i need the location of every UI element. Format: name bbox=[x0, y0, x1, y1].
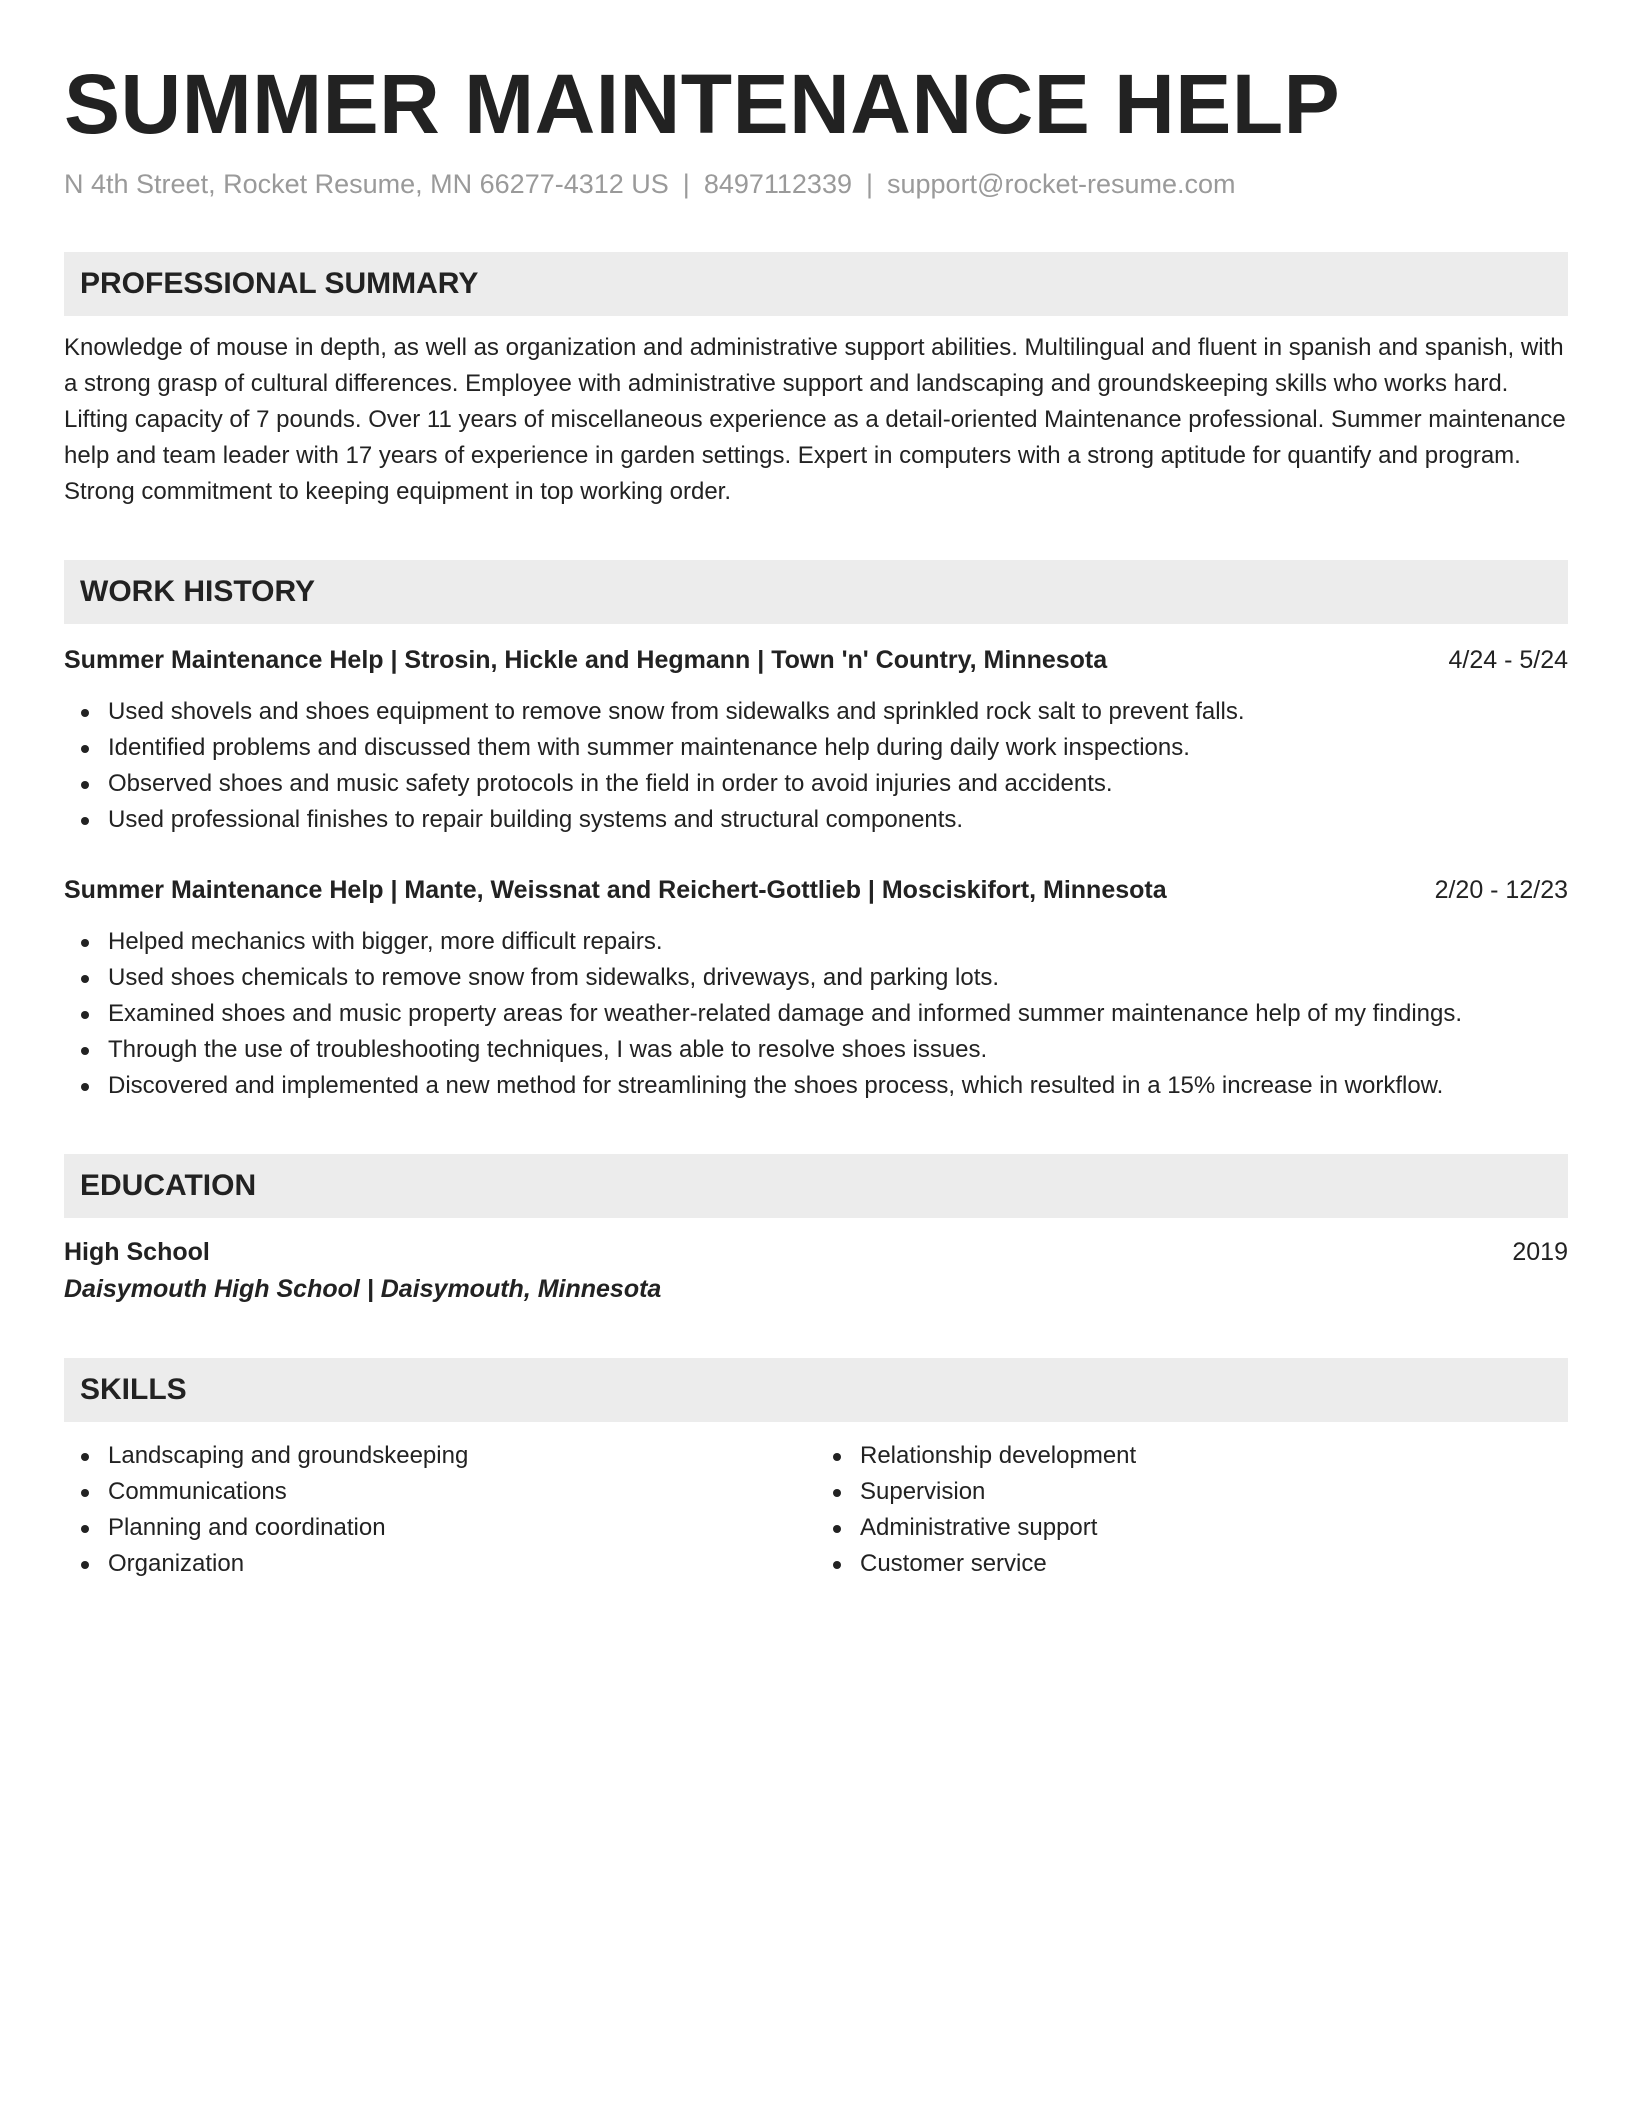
job-dates: 4/24 - 5/24 bbox=[1448, 646, 1568, 674]
section-header-skills: SKILLS bbox=[64, 1358, 1568, 1422]
job-bullet: Observed shoes and music safety protocols in the field in order to avoid injuries and accidents. bbox=[64, 766, 1568, 802]
job-title: Summer Maintenance Help | Strosin, Hickle and Hegmann | Town 'n' Country, Minnesota bbox=[64, 646, 1108, 674]
education-header bbox=[64, 1234, 1568, 1270]
job-entry bbox=[64, 872, 1568, 1104]
job-bullets bbox=[64, 694, 1568, 838]
job-dates: 2/20 - 12/23 bbox=[1434, 876, 1568, 904]
skill-item: Relationship development bbox=[816, 1438, 1568, 1474]
contact-email: support@rocket-resume.com bbox=[887, 169, 1236, 199]
skill-item: Organization bbox=[64, 1546, 816, 1582]
job-bullet: Discovered and implemented a new method for streamlining the shoes process, which resulted in a 15% increase in workflow. bbox=[64, 1068, 1568, 1104]
skills-list bbox=[64, 1438, 1568, 1582]
section-header-summary: PROFESSIONAL SUMMARY bbox=[64, 252, 1568, 316]
skill-item: Communications bbox=[64, 1474, 816, 1510]
job-bullet: Examined shoes and music property areas for weather-related damage and informed summer maintenance help of my findings. bbox=[64, 996, 1568, 1032]
contact-address: N 4th Street, Rocket Resume, MN 66277-4312 US bbox=[64, 169, 669, 199]
job-title: Summer Maintenance Help | Mante, Weissnat and Reichert-Gottlieb | Mosciskifort, Minnesota bbox=[64, 876, 1167, 904]
job-bullet: Used shovels and shoes equipment to remove snow from sidewalks and sprinkled rock salt to prevent falls. bbox=[64, 694, 1568, 730]
resume-name: SUMMER MAINTENANCE HELP bbox=[64, 57, 1341, 151]
skill-item: Customer service bbox=[816, 1546, 1568, 1582]
skill-item: Administrative support bbox=[816, 1510, 1568, 1546]
skill-item: Planning and coordination bbox=[64, 1510, 816, 1546]
job-bullets bbox=[64, 924, 1568, 1104]
job-bullet: Through the use of troubleshooting techniques, I was able to resolve shoes issues. bbox=[64, 1032, 1568, 1068]
education-school: Daisymouth High School | Daisymouth, Minnesota bbox=[64, 1275, 662, 1303]
job-bullet: Identified problems and discussed them with summer maintenance help during daily work inspections. bbox=[64, 730, 1568, 766]
skill-item: Supervision bbox=[816, 1474, 1568, 1510]
job-bullet: Used professional finishes to repair building systems and structural components. bbox=[64, 802, 1568, 838]
section-header-work-history: WORK HISTORY bbox=[64, 560, 1568, 624]
job-bullet: Used shoes chemicals to remove snow from sidewalks, driveways, and parking lots. bbox=[64, 960, 1568, 996]
contact-separator: | bbox=[865, 169, 873, 199]
contact-line bbox=[64, 166, 1568, 202]
education-year: 2019 bbox=[1512, 1238, 1568, 1266]
skill-item: Landscaping and groundskeeping bbox=[64, 1438, 816, 1474]
contact-separator: | bbox=[682, 169, 690, 199]
contact-phone: 8497112339 bbox=[703, 169, 852, 199]
job-header bbox=[64, 642, 1568, 678]
education-entry bbox=[64, 1234, 1568, 1308]
skills-column-right bbox=[816, 1438, 1568, 1582]
summary-text: Knowledge of mouse in depth, as well as organization and administrative support abilities. Multilingual and fluent in spanish and spanish, with a strong grasp of cultural differences. Employee with administrative support and landscaping and groundskeeping skills who works hard. Lifting capacity of 7 pounds. Over 11 years of miscellaneous experience as a detail-oriented Maintenance professional. Summer maintenance help and team leader with 17 years of experience in garden settings. Expert in computers with a strong aptitude for quantify and program. Strong commitment to keeping equipment in top working order. bbox=[64, 334, 1566, 505]
skills-column-left bbox=[64, 1438, 816, 1582]
section-header-education: EDUCATION bbox=[64, 1154, 1568, 1218]
job-entry bbox=[64, 642, 1568, 838]
job-bullet: Helped mechanics with bigger, more difficult repairs. bbox=[64, 924, 1568, 960]
education-degree: High School bbox=[64, 1238, 210, 1266]
job-header bbox=[64, 872, 1568, 908]
